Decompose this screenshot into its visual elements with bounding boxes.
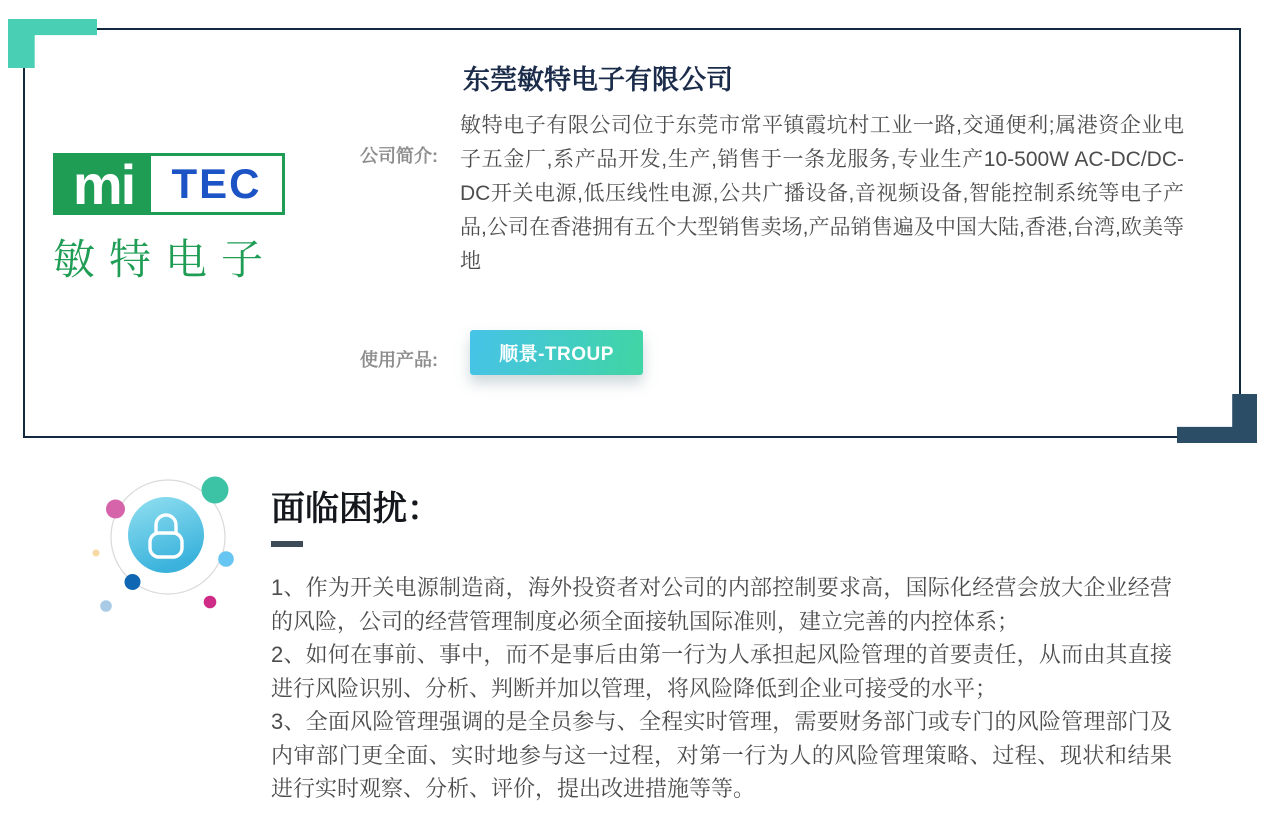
logo-box [53, 153, 285, 215]
challenge-item-3: 3、全面风险管理强调的是全员参与、全程实时管理，需要财务部门或专门的风险管理部门及内审部门更全面、实时地参与这一过程，对第一行为人的风险管理策略、过程、现状和结果进行实时观察、分析、评价，提出改进措施等等。 [271, 709, 1172, 801]
company-card [23, 28, 1241, 438]
challenge-item-2: 2、如何在事前、事中，而不是事后由第一行为人承担起风险管理的首要责任，从而由其直接进行风险识别、分析、判断并加以管理，将风险降低到企业可接受的水平； [271, 642, 1172, 701]
company-intro-label: 公司简介: [360, 146, 438, 166]
logo-chinese-name: 敏特电子 [53, 236, 278, 283]
lock-badge-graphic [78, 455, 238, 617]
dot-pink [106, 500, 125, 519]
challenges-title: 面临困扰： [271, 490, 441, 528]
logo-tec-text: TEC [171, 160, 262, 207]
dot-dark-blue [125, 574, 141, 590]
dot-magenta [204, 596, 217, 609]
dot-light-blue [218, 551, 234, 567]
badge-circle [128, 497, 204, 573]
product-used-label: 使用产品: [360, 350, 438, 370]
product-button[interactable]: 顺景-TROUP [470, 330, 643, 375]
company-intro-text: 敏特电子有限公司位于东莞市常平镇霞坑村工业一路,交通便利;属港资企业电子五金厂,系产品开发,生产,销售于一条龙服务,专业生产10-500W AC-DC/DC-DC开关电源,低压线性电源,公共广播设备,音视频设备,智能控制系统等电子产品,公司在香港拥有五个大型销售卖场,产品销售遍及中国大陆,香港,台湾,欧美等地 [460, 114, 1184, 273]
challenge-list [271, 571, 1172, 806]
dot-teal [202, 477, 229, 504]
dot-yellow [93, 550, 100, 557]
company-title: 东莞敏特电子有限公司 [463, 65, 733, 95]
title-accent-bar [271, 541, 303, 547]
challenge-item-1: 1、作为开关电源制造商，海外投资者对公司的内部控制要求高，国际化经营会放大企业经营的风险，公司的经营管理制度必须全面接轨国际准则，建立完善的内控体系； [271, 575, 1172, 634]
logo-mi-text: mi [56, 156, 151, 212]
company-logo [53, 153, 285, 287]
dot-pale-blue [100, 600, 112, 612]
